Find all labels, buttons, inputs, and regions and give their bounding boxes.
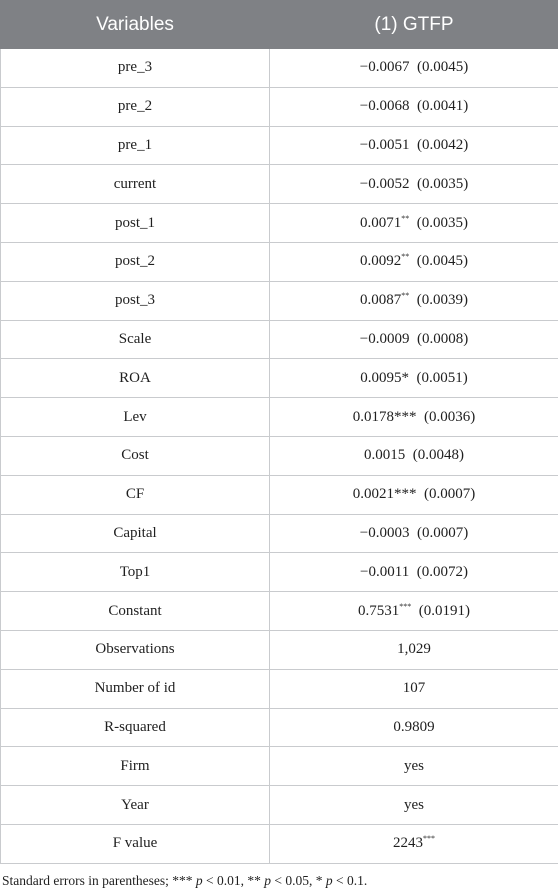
significance-stars: ** <box>401 252 410 262</box>
table-row <box>1 320 558 359</box>
variable-name: ROA <box>1 359 270 398</box>
variable-name: Lev <box>1 398 270 437</box>
standard-error: (0.0048) <box>412 447 464 464</box>
header-variables: Variables <box>1 1 270 49</box>
table-row <box>1 669 558 708</box>
estimate-cell <box>270 281 558 320</box>
standard-error: (0.0191) <box>418 602 470 619</box>
estimate-cell <box>270 553 558 592</box>
standard-error: (0.0039) <box>416 292 468 309</box>
coefficient: 0.0178 <box>352 408 394 425</box>
estimate-cell <box>270 669 558 708</box>
standard-error: (0.0035) <box>416 175 469 192</box>
header-gtfp: (1) GTFP <box>270 1 558 49</box>
estimate-cell <box>270 126 558 165</box>
estimate-cell <box>270 436 558 475</box>
standard-error: (0.0035) <box>416 214 468 231</box>
table-footnote <box>2 873 558 889</box>
table-body <box>1 49 558 864</box>
coefficient: yes <box>404 796 424 813</box>
table-row <box>1 514 558 553</box>
coefficient: 0.0087 <box>360 292 402 309</box>
table-row <box>1 630 558 669</box>
estimate-cell <box>270 786 558 825</box>
table-row <box>1 436 558 475</box>
variable-name: Capital <box>1 514 270 553</box>
coefficient: −0.0067 <box>359 59 410 76</box>
variable-name: post_1 <box>1 204 270 243</box>
estimate-cell <box>270 398 558 437</box>
note-stars-1: * <box>315 872 323 888</box>
significance-stars: ** <box>401 213 410 223</box>
variable-name: Year <box>1 786 270 825</box>
table-header <box>1 1 558 49</box>
note-threshold-3: < 0.1. <box>332 872 368 888</box>
coefficient: −0.0009 <box>359 330 410 347</box>
table-row <box>1 87 558 126</box>
variable-name: pre_1 <box>1 126 270 165</box>
note-stars-3: *** <box>172 872 193 888</box>
variable-name: Top1 <box>1 553 270 592</box>
significance-stars: * <box>401 369 409 386</box>
coefficient: 0.7531 <box>358 602 400 619</box>
variable-name: current <box>1 165 270 204</box>
standard-error: (0.0045) <box>416 59 469 76</box>
variable-name: Cost <box>1 436 270 475</box>
coefficient: 107 <box>402 680 426 697</box>
coefficient: −0.0051 <box>359 136 410 153</box>
estimate-cell <box>270 747 558 786</box>
estimate-cell <box>270 475 558 514</box>
table-row <box>1 592 558 631</box>
table-row <box>1 708 558 747</box>
coefficient: yes <box>404 757 424 774</box>
estimate-cell <box>270 514 558 553</box>
note-threshold-2: < 0.05, <box>270 872 316 888</box>
variable-name: Firm <box>1 747 270 786</box>
variable-name: pre_3 <box>1 49 270 88</box>
table-row <box>1 553 558 592</box>
variable-name: post_2 <box>1 242 270 281</box>
standard-error: (0.0045) <box>416 253 468 270</box>
coefficient: −0.0003 <box>359 524 410 541</box>
standard-error: (0.0042) <box>416 136 469 153</box>
significance-stars: *** <box>399 601 412 611</box>
note-stars-2: ** <box>247 872 261 888</box>
note-threshold-1: < 0.01, <box>202 872 248 888</box>
variable-name: CF <box>1 475 270 514</box>
standard-error: (0.0041) <box>416 98 469 115</box>
estimate-cell <box>270 204 558 243</box>
significance-stars: *** <box>394 408 417 425</box>
coefficient: 1,029 <box>397 641 431 658</box>
standard-error: (0.0008) <box>416 330 469 347</box>
table-row <box>1 165 558 204</box>
estimate-cell <box>270 49 558 88</box>
significance-stars: *** <box>394 486 417 503</box>
coefficient: 0.0021 <box>352 486 394 503</box>
standard-error: (0.0051) <box>416 369 468 386</box>
variable-name: Number of id <box>1 669 270 708</box>
note-p-1: p <box>195 872 203 888</box>
table-row <box>1 398 558 437</box>
table-row <box>1 786 558 825</box>
estimate-cell <box>270 824 558 863</box>
coefficient: 2243 <box>393 835 423 852</box>
table-row <box>1 126 558 165</box>
coefficient: 0.9809 <box>393 718 435 735</box>
variable-name: Constant <box>1 592 270 631</box>
table-row <box>1 359 558 398</box>
coefficient: 0.0092 <box>360 253 402 270</box>
table-row <box>1 49 558 88</box>
estimate-cell <box>270 708 558 747</box>
variable-name: Scale <box>1 320 270 359</box>
note-lead: Standard errors in parentheses; <box>2 872 173 888</box>
standard-error: (0.0072) <box>416 563 468 580</box>
table-row <box>1 281 558 320</box>
estimate-cell <box>270 242 558 281</box>
standard-error: (0.0007) <box>416 524 469 541</box>
coefficient: 0.0095 <box>360 369 402 386</box>
significance-stars: ** <box>401 291 410 301</box>
header-row <box>1 1 558 49</box>
note-p-3: p <box>325 872 333 888</box>
coefficient: 0.0015 <box>364 447 406 464</box>
coefficient: 0.0071 <box>360 214 402 231</box>
estimate-cell <box>270 87 558 126</box>
variable-name: pre_2 <box>1 87 270 126</box>
variable-name: Observations <box>1 630 270 669</box>
variable-name: R-squared <box>1 708 270 747</box>
estimate-cell <box>270 165 558 204</box>
variable-name: post_3 <box>1 281 270 320</box>
coefficient: −0.0068 <box>359 98 410 115</box>
standard-error: (0.0036) <box>424 408 476 425</box>
estimate-cell <box>270 320 558 359</box>
estimate-cell <box>270 592 558 631</box>
table-row <box>1 242 558 281</box>
coefficient: −0.0011 <box>360 563 410 580</box>
significance-stars: *** <box>423 834 435 844</box>
table-row <box>1 204 558 243</box>
coefficient: −0.0052 <box>359 175 410 192</box>
table-row <box>1 824 558 863</box>
estimate-cell <box>270 630 558 669</box>
standard-error: (0.0007) <box>424 486 476 503</box>
table-row <box>1 475 558 514</box>
estimate-cell <box>270 359 558 398</box>
note-p-2: p <box>264 872 271 888</box>
variable-name: F value <box>1 824 270 863</box>
table-row <box>1 747 558 786</box>
